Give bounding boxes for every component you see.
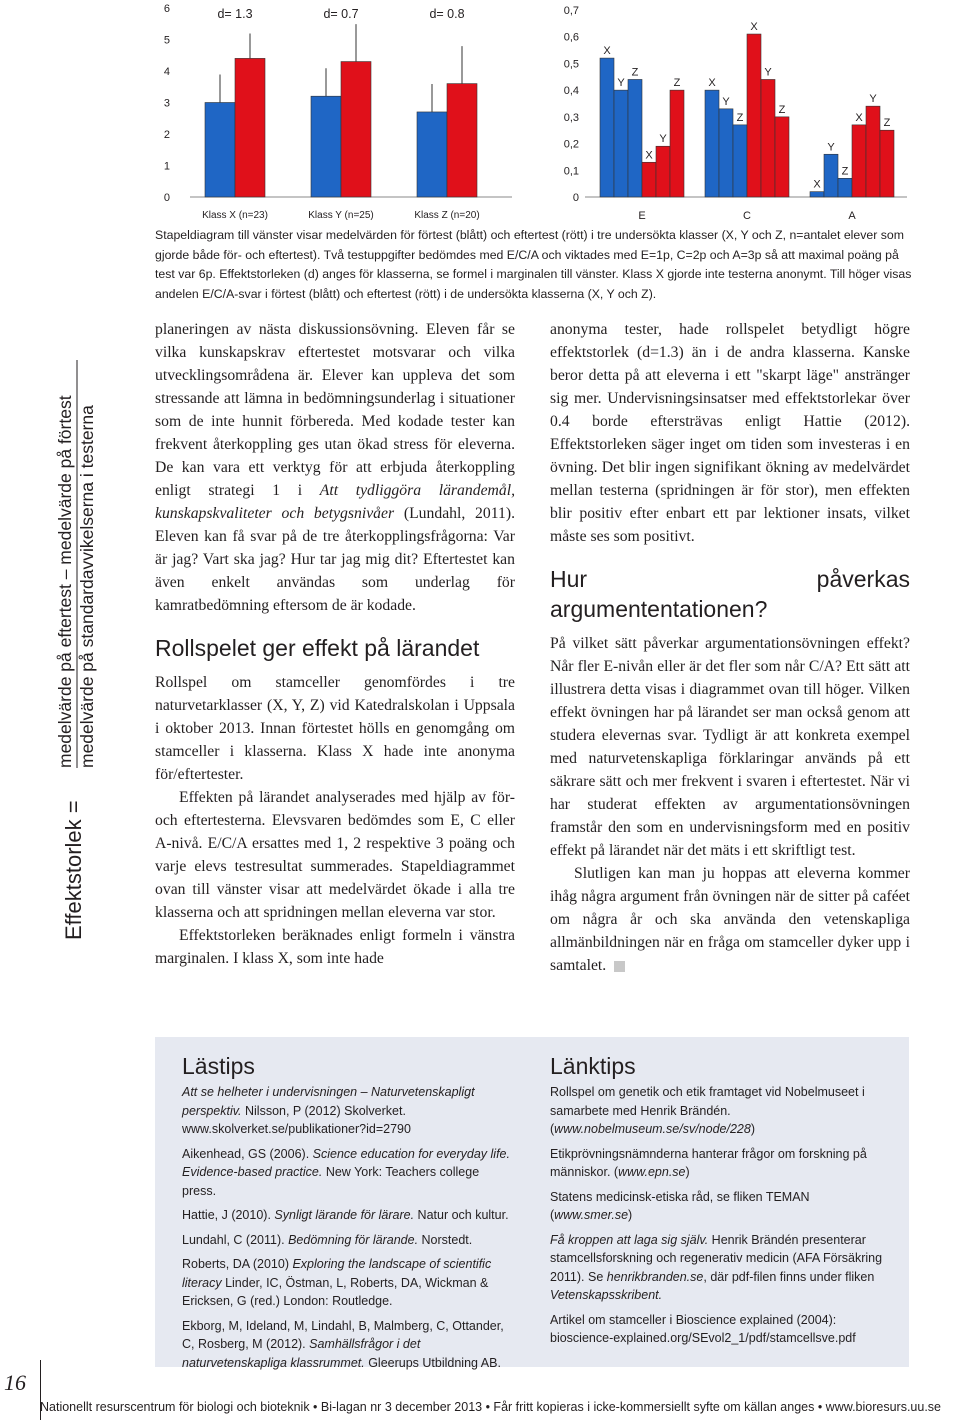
category-label: C	[743, 210, 751, 222]
bar-class-label: X	[813, 178, 821, 191]
bar-class-label: X	[708, 77, 716, 90]
bar-class-label: Y	[764, 66, 772, 79]
bar-class-label: Z	[778, 103, 786, 116]
bar-class-label: Z	[631, 66, 639, 79]
link-3	[550, 1188, 890, 1225]
formula-label: Effektstorlek =	[61, 800, 86, 940]
reference-1	[182, 1083, 512, 1139]
y-tick-label: 0,5	[563, 58, 579, 71]
bar-eftertest-y	[761, 79, 775, 197]
category-label: Klass Y (n=25)	[308, 210, 374, 221]
page-footer: Nationellt resurscentrum för biologi och bioteknik • Bi-lagan nr 3 december 2013 • Får fritt kopieras i icke-kommersiellt syfte om källan anges • www.bioresurs.uu.se	[40, 1400, 942, 1414]
ref2-publisher: New York: Teachers college press.	[182, 1165, 480, 1198]
link4-text-2: , där pdf-filen finns under fliken	[703, 1269, 875, 1284]
right-paragraph-3	[550, 862, 910, 977]
bar-class-label: X	[855, 111, 863, 124]
bar-class-label: Z	[883, 117, 891, 130]
bar-class-label: X	[603, 45, 611, 58]
link-4	[550, 1231, 890, 1305]
link4-title: Få kroppen att laga sig själv.	[550, 1232, 709, 1247]
y-tick-label: 0	[163, 192, 170, 204]
link4-url[interactable]: henrikbranden.se	[606, 1269, 704, 1284]
bar-pretest	[417, 112, 447, 197]
link3-text: Statens medicinsk-etiska råd, se fliken TEMAN (	[550, 1189, 810, 1222]
right-paragraph-2: På vilket sätt påverkar argumentationsövningen effekt? Når fler E-nivån eller är det fler som når C/A? Ett sätt att illustrera detta visas i diagrammet ovan till höger. Vilken effekt övningen har på lärandet ser man också genom att studera elevernas svar. Tydligt är att konkreta exempel med naturvetenskapliga förklaringar används på ett säkrare sätt och mer frekvent i svaren i eftertestet. När vi har studerat effekten av argumentationsövningen framstår den som en undervisningsform med en positiv effekt på lärandet när det mäts i ett skriftligt test.	[550, 635, 910, 859]
ref1-title: Att se helheter i undervisningen – Naturvetenskapligt perspektiv.	[182, 1085, 475, 1118]
bar-eftertest-x	[747, 34, 761, 197]
right-paragraph-1: anonyma tester, hade rollspelet betydligt högre effektstorlek (d=1.3) än i de andra klasserna. Kanske beror detta på att eleverna i ett "skarpt läge" anstränger sig mer. Undervisningsinsatser med effektstorlekar över 0.4 borde eftersträvas enligt Hattie (2012). Effektstorleken säger inget om tiden som investeras i en övning. Det blir ingen signifikant ökning av medelvärdet mellan testerna (spridningen är för stor), men effekten blir positiv efter enbart ett par lektioner insats, vilket måste ses som positivt.	[550, 321, 910, 545]
left-p1-end: (Lundahl, 2011). Eleven kan få svar på de tre återkopplingsfrågorna: Var är jag? Vart ska jag? Hur tar jag mig dit? Eftertestet kan även enkelt användas som underlag för kamratbedömning eftersom de är kodade.	[155, 505, 515, 614]
link1-end: )	[750, 1122, 755, 1136]
left-paragraph-4: Effektstorleken beräknades enligt formeln i vänstra marginalen. I klass X, som inte hade	[155, 927, 515, 967]
bar-eftertest-z	[775, 117, 789, 197]
left-p1-text: planeringen av nästa diskussionsövning. Eleven får se vilka kunskapskrav eftertestet motsvarar och vilka utvecklingsområdena är. Elever kan uppleva det som stressande att lämna in bedömningsunderlag i situationer som de inte hunnit förbereda. Med kodade tester kan frekvent återkoppling ges utan ökad stress för eleverna. De kan vara ett verktyg för att erbjuda återkoppling enligt strategi 1 i	[155, 321, 515, 499]
y-tick-label: 6	[163, 3, 170, 15]
link2-end: )	[685, 1165, 690, 1179]
effect-size-label: d= 1.3	[217, 7, 253, 21]
y-tick-label: 0,1	[563, 165, 579, 178]
ref5-author: Roberts, DA (2010)	[182, 1257, 293, 1271]
bar-förtest-y	[614, 90, 628, 197]
end-mark-square	[614, 961, 625, 972]
tips-box	[155, 1037, 909, 1370]
ref6-title: Samhällsfrågor i det naturvetenskapliga klassrummet.	[182, 1337, 421, 1370]
reference-2	[182, 1145, 512, 1201]
ref4-author: Lundahl, C (2011).	[182, 1232, 289, 1247]
category-label: Klass Z (n=20)	[414, 210, 480, 221]
bar-class-label: Y	[617, 77, 625, 90]
left-paragraph-3: Effekten på lärandet analyserades med hjälp av för- och eftertesterna. Elevsvaren bedömdes som E, C eller A-nivå. E/C/A ersattes med 1, 2 respektive 3 poäng och varje elevs testresultat summerades. Stapeldiagrammet ovan till vänster visar att medelvärdet ökade i alla tre klasserna och att spridningen mellan eleverna var stor.	[155, 789, 515, 921]
ref4-title: Bedömning för lärande.	[288, 1232, 419, 1247]
y-tick-label: 0,3	[563, 111, 579, 124]
ref2-title: Science education for everyday life. Evidence-based practice.	[182, 1146, 510, 1179]
reference-5	[182, 1255, 512, 1311]
link3-end: )	[628, 1208, 633, 1222]
formula-denominator: medelvärde på standardavvikelserna i testerna	[77, 405, 97, 768]
reading-tips	[182, 1051, 512, 1378]
link3-url[interactable]: www.smer.se	[554, 1208, 629, 1222]
bar-class-label: Y	[869, 93, 877, 106]
ref3-title: Synligt lärande för lärare.	[274, 1208, 415, 1222]
left-paragraph-1	[155, 318, 515, 617]
bar-eftertest-y	[656, 146, 670, 197]
ref5-publisher: Linder, IC, Östman, L, Roberts, DA, Wickman & Ericksen, G (red.) London: Routledge.	[182, 1275, 489, 1308]
effect-size-label: d= 0.8	[429, 7, 465, 21]
bar-eftertest-x	[852, 125, 866, 197]
link2-url[interactable]: www.epn.se	[618, 1165, 686, 1179]
y-tick-label: 2	[163, 129, 170, 141]
bar-class-label: X	[645, 149, 653, 162]
right-column	[550, 318, 910, 977]
ref1-text: Nilsson, P (2012) Skolverket. www.skolverket.se/publikationer?id=2790	[182, 1103, 411, 1136]
y-tick-label: 3	[163, 97, 170, 110]
reference-4	[182, 1231, 512, 1250]
link4-tab: Vetenskapsskribent.	[550, 1288, 663, 1302]
category-label: A	[848, 210, 856, 222]
bar-pretest	[205, 103, 235, 198]
bar-class-label: Z	[841, 165, 849, 178]
effect-size-formula	[45, 350, 105, 950]
bar-förtest-z	[733, 125, 747, 197]
ref3-publisher: Natur och kultur.	[414, 1208, 509, 1222]
y-tick-label: 1	[163, 160, 170, 173]
bar-förtest-x	[600, 58, 614, 197]
bar-class-label: Y	[722, 95, 730, 108]
reference-6	[182, 1317, 512, 1373]
ref5-title: Exploring the landscape of scientific literacy	[182, 1257, 492, 1290]
bar-eftertest-y	[866, 106, 880, 197]
formula-numerator: medelvärde på eftertest – medelvärde på förtest	[55, 395, 75, 768]
link-1	[550, 1083, 890, 1139]
figure-caption: Stapeldiagram till vänster visar medelvärden för förtest (blått) och eftertest (rött) i tre undersökta klasser (X, Y och Z, n=antalet elever som gjorde både för- och eftertest). Två testuppgifter bedömdes med E/C/A och viktades med E=1p, C=2p och A=3p så att maximal poäng på test var 6p. Effektstorleken (d) anges för klasserna, se formel i marginalen till vänster. Klass X gjorde inte testerna anonymt. Till höger visas andelen E/C/A-svar i förtest (blått) och eftertest (rött) i de undersökta klasserna (X, Y och Z).	[155, 228, 912, 301]
link1-text: Rollspel om genetik och etik framtaget vid Nobelmuseet i samarbete med Henrik Brändén. (	[550, 1085, 865, 1136]
bar-posttest	[341, 62, 371, 197]
left-column	[155, 318, 515, 970]
bar-pretest	[311, 96, 341, 197]
bar-class-label: Z	[673, 77, 681, 90]
bar-class-label: X	[750, 21, 758, 34]
bar-förtest-y	[719, 109, 733, 197]
bar-eftertest-z	[670, 90, 684, 197]
category-label: Klass X (n=23)	[202, 210, 268, 221]
section-heading-rollspelet: Rollspelet ger effekt på lärandet	[155, 635, 480, 661]
link-2	[550, 1145, 890, 1182]
right-p3-text: Slutligen kan man ju hoppas att eleverna kommer ihåg några argument från övningen när de sitter på caféet om några år och ska använda den vetenskapliga allmänbildningen när en fråga om stamceller dyker upp i samtalet.	[550, 865, 910, 974]
ref6-author: Ekborg, M, Ideland, M, Lindahl, B, Malmberg, C, Ottander, C, Rosberg, M (2012).	[182, 1318, 504, 1351]
ref6-publisher: Gleerups Utbildning AB.	[364, 1355, 501, 1370]
y-tick-label: 0,2	[563, 138, 579, 151]
bar-class-label: Y	[659, 133, 667, 146]
y-tick-label: 0,7	[563, 5, 579, 17]
eca-proportion-chart	[545, 0, 910, 225]
link-tips-heading: Länktips	[550, 1053, 636, 1079]
y-tick-label: 5	[163, 34, 170, 47]
left-p1-emphasis: Att tydliggöra lärandemål, kunskapskvaliteter och betygsnivåer	[155, 482, 515, 522]
effect-size-label: d= 0.7	[323, 7, 359, 21]
page-number: 16	[4, 1370, 26, 1395]
bar-förtest-z	[628, 79, 642, 197]
link-5[interactable]: Artikel om stamceller i Bioscience explained (2004): bioscience-explained.org/SEvol2_1/pdf/stamcellsve.pdf	[550, 1312, 856, 1345]
bar-eftertest-x	[642, 162, 656, 197]
bar-eftertest-z	[880, 130, 894, 197]
ref3-author: Hattie, J (2010).	[182, 1208, 275, 1222]
reference-3	[182, 1206, 512, 1225]
reading-tips-heading: Lästips	[182, 1053, 255, 1079]
y-tick-label: 4	[163, 66, 170, 78]
y-tick-label: 0,6	[563, 31, 579, 44]
link4-text: Henrik Brändén presenterar stamcellsforskning och regenerativ medicin (AFA Försäkring 2011). Se	[550, 1232, 883, 1284]
mean-score-chart	[150, 0, 525, 225]
ref2-author: Aikenhead, GS (2006).	[182, 1146, 313, 1161]
bar-posttest	[235, 58, 265, 197]
y-tick-label: 0,4	[563, 85, 579, 98]
ref4-publisher: Norstedt.	[418, 1232, 473, 1247]
left-paragraph-2: Rollspel om stamceller genomfördes i tre naturvetarklasser (X, Y, Z) vid Katedralskolan i Uppsala i oktober 2013. Innan förtestet hölls en genomgång om stamceller i klasserna. Klass X hade inte anonyma för/eftertester.	[155, 674, 515, 783]
bar-förtest-z	[838, 178, 852, 197]
bar-förtest-y	[824, 154, 838, 197]
bar-class-label: Z	[736, 111, 744, 124]
bar-förtest-x	[705, 90, 719, 197]
bar-class-label: Y	[827, 141, 835, 154]
bar-posttest	[447, 84, 477, 197]
link-tips	[550, 1051, 890, 1354]
link1-url[interactable]: www.nobelmuseum.se/sv/node/228	[554, 1122, 751, 1136]
y-tick-label: 0	[572, 192, 579, 204]
section-heading-argumentation: Hur påverkas argumententationen?	[550, 566, 910, 622]
category-label: E	[638, 210, 646, 222]
bar-förtest-x	[810, 192, 824, 197]
link2-text: Etikprövningsnämnderna hanterar frågor om forskning på människor. (	[550, 1146, 867, 1179]
